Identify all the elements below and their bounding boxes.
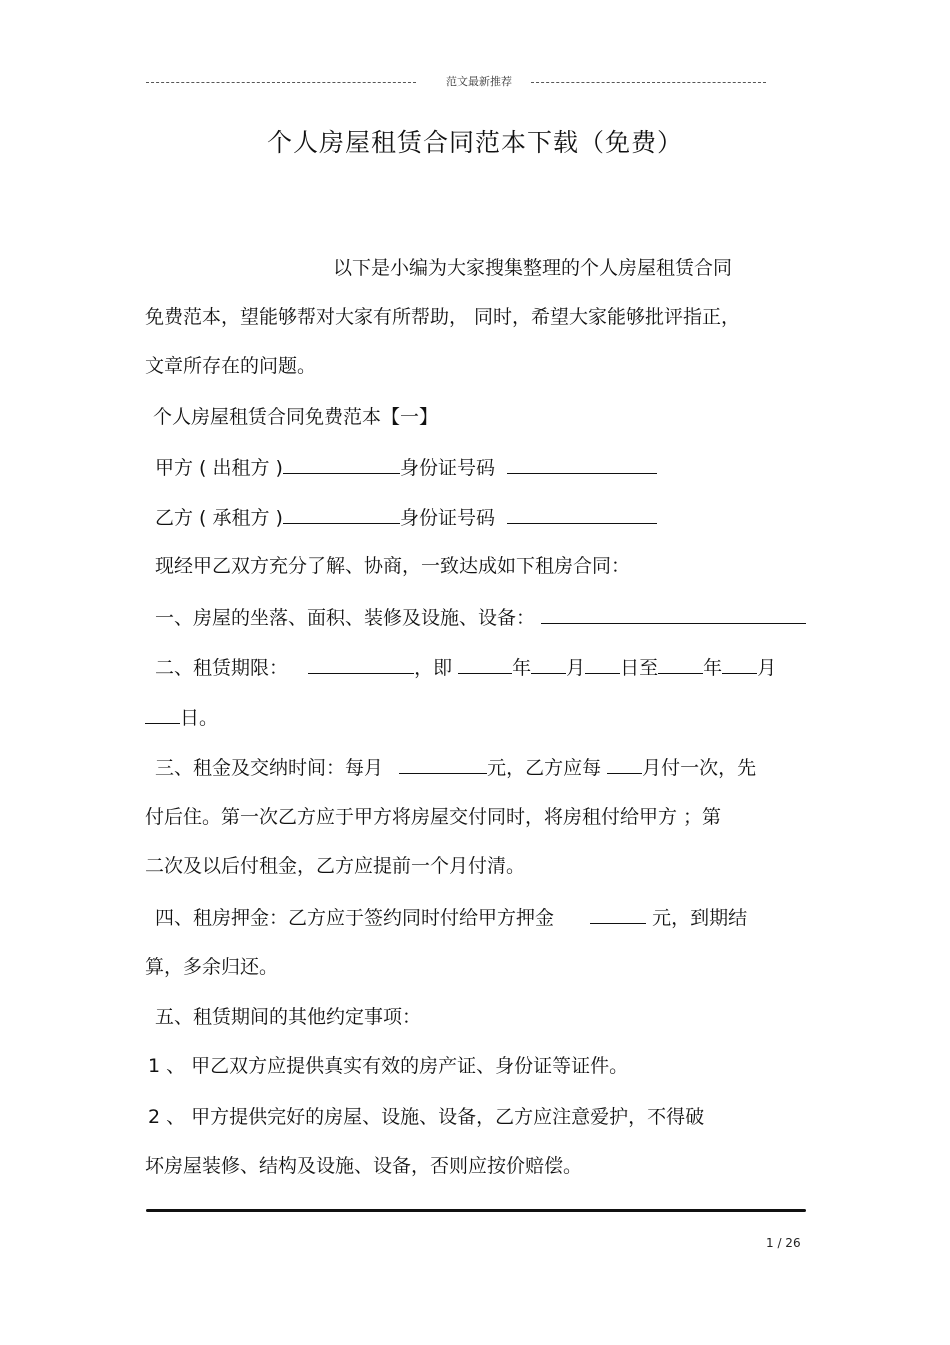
item-2-line-2 xyxy=(145,703,218,732)
sub-item-2: 2 、 甲方提供完好的房屋、设施、设备，乙方应注意爱护，不得破 xyxy=(148,1106,705,1128)
item-2-start-day-blank xyxy=(585,653,620,674)
item-3-line-3: 二次及以后付租金，乙方应提前一个月付清。 xyxy=(145,855,526,877)
item-4-deposit-blank xyxy=(590,903,646,924)
item-2-start-year-blank xyxy=(458,653,512,674)
sub-item-1: 1 、 甲乙双方应提供真实有效的房产证、身份证等证件。 xyxy=(148,1055,629,1077)
item-1-label: 一、房屋的坐落、面积、装修及设施、设备： xyxy=(155,607,536,629)
header-dashed-rule-left xyxy=(146,82,416,83)
intro-line-3: 文章所存在的问题。 xyxy=(145,355,317,377)
item-4-label: 四、租房押金：乙方应于签约同时付给甲方押金 xyxy=(155,907,555,929)
footer-rule xyxy=(146,1208,806,1212)
section-heading: 个人房屋租赁合同免费范本【一】 xyxy=(153,406,439,428)
party-a-line xyxy=(155,453,657,482)
year-label: 年 xyxy=(512,657,532,679)
party-a-id-label: 身份证号码 xyxy=(399,457,495,479)
day-to-label: 日至 xyxy=(620,657,659,679)
item-2-that-is: ，即 xyxy=(414,657,453,679)
party-b-id-blank xyxy=(507,503,657,524)
item-2-start-month-blank xyxy=(531,653,566,674)
item-2-line xyxy=(155,653,776,682)
item-3-rent-blank xyxy=(399,753,487,774)
item-5-line: 五、租赁期间的其他约定事项： xyxy=(155,1006,422,1028)
item-3-label: 三、租金及交纳时间：每月 xyxy=(155,757,384,779)
year-label: 年 xyxy=(703,657,723,679)
item-3-line xyxy=(155,753,756,782)
sub-item-2-line-2: 坏房屋装修、结构及设施、设备，否则应按价赔偿。 xyxy=(145,1155,583,1177)
party-a-label: 甲方 ( 出租方 ) xyxy=(155,457,283,479)
party-b-id-label: 身份证号码 xyxy=(399,507,495,529)
party-b-line xyxy=(155,503,657,532)
page-header xyxy=(146,75,806,89)
item-2-label: 二、租赁期限： xyxy=(155,657,289,679)
party-a-id-blank xyxy=(507,453,657,474)
party-a-name-blank xyxy=(283,453,400,474)
item-4-line xyxy=(155,903,747,932)
item-3-line-2: 付后住。第一次乙方应于甲方将房屋交付同时，将房租付给甲方 ；第 xyxy=(145,806,722,828)
header-dashed-rule-right xyxy=(531,82,766,83)
item-2-end-day-blank xyxy=(145,703,180,724)
intro-line-1: 以下是小编为大家搜集整理的个人房屋租赁合同 xyxy=(333,257,733,279)
party-b-label: 乙方 ( 承租方 ) xyxy=(155,507,283,529)
item-1-blank xyxy=(541,603,806,624)
item-2-end: 日。 xyxy=(180,707,219,729)
page-indicator: 1 / 26 xyxy=(766,1236,801,1250)
item-3-text-c: 月付一次，先 xyxy=(642,757,757,779)
month-label: 月 xyxy=(757,657,777,679)
item-1-line xyxy=(155,603,806,632)
item-3-text-b: 元，乙方应每 xyxy=(487,757,602,779)
item-4-line-2: 算，多余归还。 xyxy=(145,956,279,978)
item-4-text-b: 元，到期结 xyxy=(652,907,748,929)
intro-line-2: 免费范本，望能够帮对大家有所帮助， 同时，希望大家能够批评指正， xyxy=(145,306,741,328)
header-label: 范文最新推荐 xyxy=(446,75,512,88)
item-2-end-month-blank xyxy=(722,653,757,674)
item-3-period-blank xyxy=(607,753,642,774)
agreement-line: 现经甲乙双方充分了解、协商，一致达成如下租房合同： xyxy=(155,555,631,577)
month-label: 月 xyxy=(566,657,586,679)
document-title: 个人房屋租赁合同范本下载（免费） xyxy=(266,128,683,157)
item-2-duration-blank xyxy=(308,653,414,674)
item-2-end-year-blank xyxy=(658,653,703,674)
party-b-name-blank xyxy=(283,503,400,524)
